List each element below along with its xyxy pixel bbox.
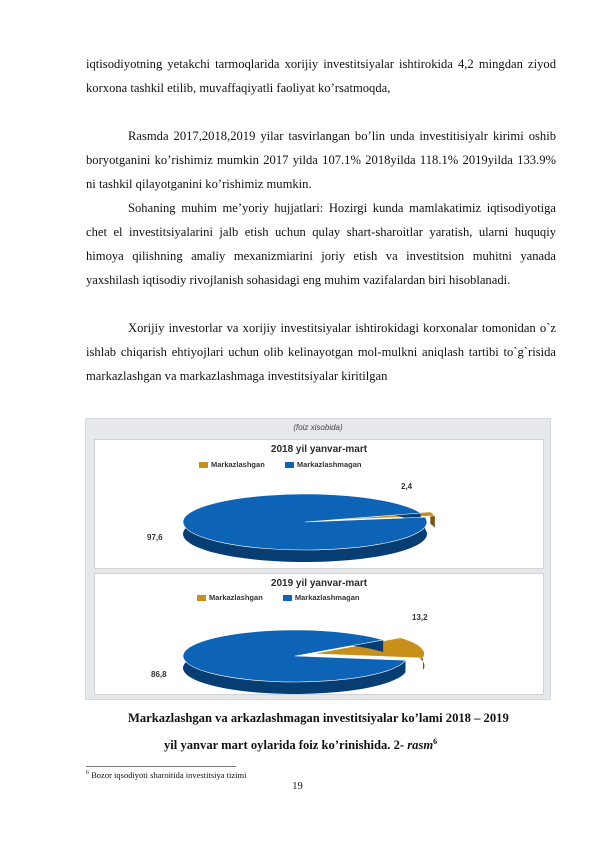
paragraph-2: Rasmda 2017,2018,2019 yilar tasvirlangan bo’lin unda investitisiyalr kirimi oshib boryotganini ko’rishimiz mumkin 2017 yilda 107.1% 2018yilda 118.1% 2019yilda 133.9% ni tashkil qilayotganini ko’rishimiz mumkin. [86,129,556,191]
legend-label-markazlashgan: Markazlashgan [209,593,263,602]
pie-chart-figure [85,418,551,700]
footnote-separator [86,766,236,767]
value-label-2018-markazlashgan: 2,4 [401,482,413,491]
figure-top-label: (foiz xisobida) [293,423,343,432]
value-label-2019-markazlashmagan: 86,8 [151,670,167,679]
footnote-text: Bozor iqsodiyoti sharoitida investitsiya tizimi [91,770,247,780]
chart-title-2018: 2018 yil yanvar-mart [270,444,368,455]
value-label-2019-markazlashgan: 13,2 [412,613,428,622]
pie-slice-markazlashmagan [183,494,427,550]
pie-svg-2018 [95,440,543,568]
footnote [86,770,246,780]
paragraph-4: Xorijiy investorlar va xorijiy investitsiyalar ishtirokidagi korxonalar tomonidan o`z ishlab chiqarish ehtiyojlari uchun olib kelinayotgan mol-mulkni aniqlash tartibi to`g`risida markazlashgan va markazlashmaga investitsiyalar kiritilgan [86,321,556,383]
figure-caption [128,706,558,757]
page-number: 19 [292,781,303,792]
caption-footnote-mark: 6 [433,737,438,746]
legend-label-markazlashgan: Markazlashgan [211,460,265,469]
legend-label-markazlashmagan: Markazlashmagan [296,460,362,469]
caption-rasm: rasm [407,738,434,753]
paragraph-3: Sohaning muhim me’yoriy hujjatlari: Hozirgi kunda mamlakatimiz iqtisodiyotiga chet el investitsiyalarini jalb etish uchun qulay shart-sharoitlar yaratish, ularni huquqiy himoya qilishning amaliy mexanizmiarini joriy etish va investitsion muhitni yanada yaxshilash iqtisodiy rivojlanish sohasidagi eng muhim vazifalardan biri hisoblanadi. [86,201,556,287]
paragraph-1: iqtisodiyotning yetakchi tarmoqlarida xorijiy investitsiyalar ishtirokida 4,2 mingdan ziyod korxona tashkil etilib, muvaffaqiyatli faoliyat ko’rsatmoqda, [86,57,556,95]
value-label-2018-markazlashmagan: 97,6 [147,533,163,542]
chart-title-2019: 2019 yil yanvar-mart [270,578,368,589]
chart-panel-2019 [94,573,544,695]
caption-line-2: yil yanvar mart oylarida foiz ko’rinishida. 2- [164,738,405,753]
legend-label-markazlashmagan: Markazlashmagan [294,593,360,602]
footnote-mark: 6 [86,770,89,777]
caption-line-1: Markazlashgan va arkazlashmagan investitsiyalar ko’lami 2018 – 2019 [128,711,509,725]
chart-panel-2018 [94,439,544,569]
